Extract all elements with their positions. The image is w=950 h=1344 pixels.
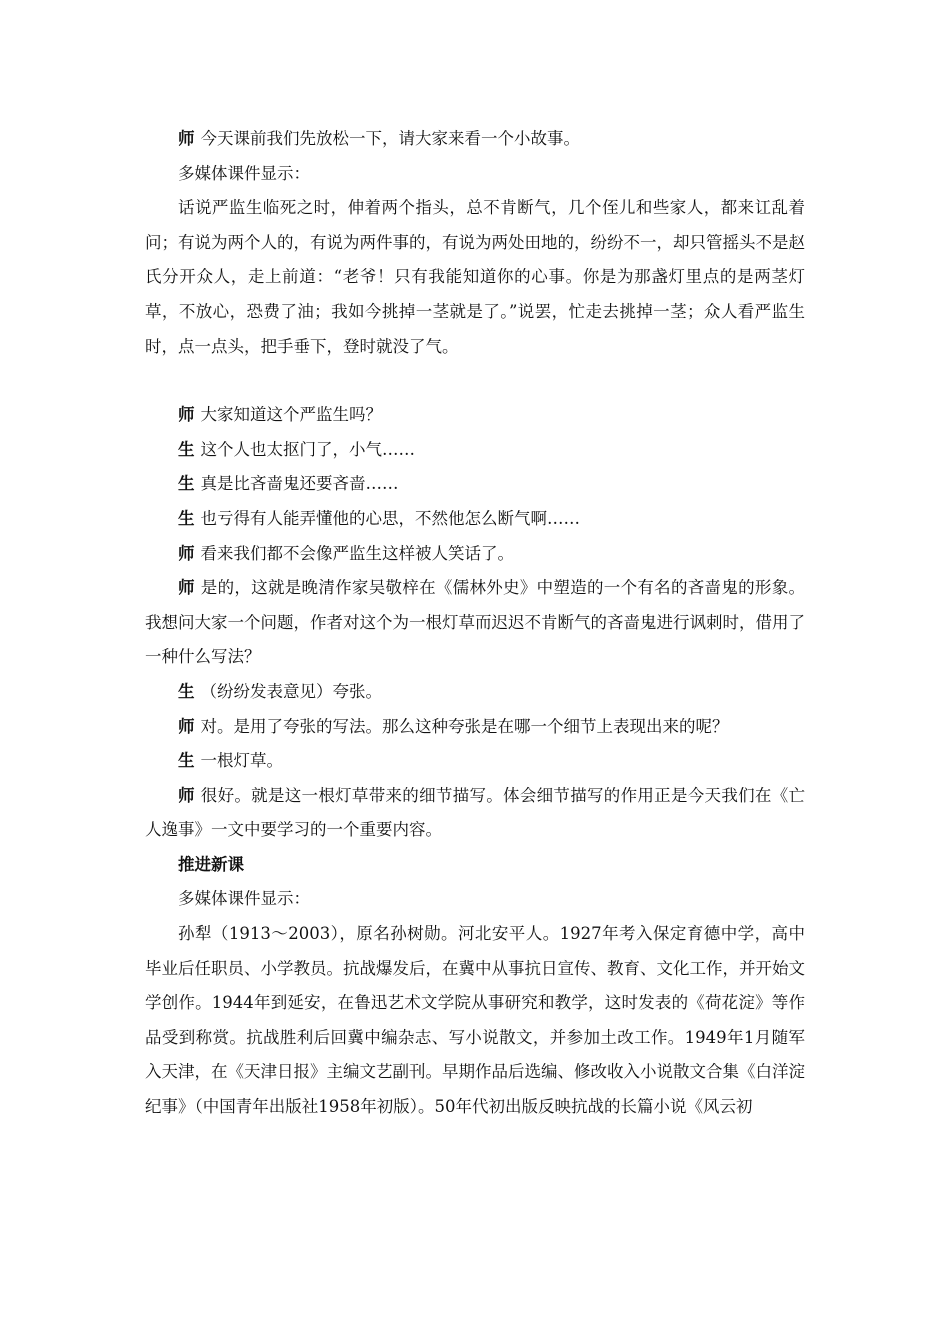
- speaker-label: 师: [178, 405, 195, 425]
- dialogue-line: [145, 502, 805, 537]
- dialogue-line: [145, 779, 805, 848]
- line-text: 大家知道这个严监生吗？: [200, 405, 382, 425]
- line-text: 也亏得有人能弄懂他的心思，不然他怎么断气啊……: [200, 508, 580, 528]
- line-text: 是的，这就是晚清作家吴敬梓在《儒林外史》中塑造的一个有名的吝啬鬼的形象。我想问大家一个问题，作者对这个为一根灯草而迟迟不肯断气的吝啬鬼进行讽刺时，借用了一种什么写法？: [145, 578, 806, 667]
- dialogue-line: [145, 122, 805, 157]
- dialogue-line: [145, 571, 805, 675]
- speaker-label: 师: [178, 716, 195, 736]
- speaker-label: 师: [178, 578, 195, 598]
- speaker-label: 生: [178, 751, 195, 771]
- media-note: 多媒体课件显示：: [178, 889, 310, 909]
- speaker-label: 师: [178, 543, 195, 563]
- dialogue-line: [145, 675, 805, 710]
- media-note: 多媒体课件显示：: [178, 163, 310, 183]
- speaker-label: 师: [178, 785, 195, 805]
- story-passage: 话说严监生临死之时，伸着两个指头，总不肯断气，几个侄儿和些家人，都来讧乱着问；有说为两个人的，有说为两件事的，有说为两处田地的，纷纷不一，却只管摇头不是赵氏分开众人，走上前道：“老爷！只有我能知道你的心事。你是为那盏灯里点的是两茎灯草，不放心，恐费了油；我如今挑掉一茎就是了。”说罢，忙走去挑掉一茎；众人看严监生时，点一点头，把手垂下，登时就没了气。: [145, 198, 805, 356]
- document-body: [145, 122, 805, 1125]
- dialogue-line: [145, 467, 805, 502]
- section-heading: 推进新课: [178, 854, 244, 874]
- line-text: 对。是用了夸张的写法。那么这种夸张是在哪一个细节上表现出来的呢？: [200, 716, 729, 736]
- line-text: 一根灯草。: [200, 751, 283, 771]
- speaker-label: 生: [178, 681, 195, 701]
- line-text: 真是比吝啬鬼还要吝啬……: [200, 474, 399, 494]
- dialogue-line: [145, 744, 805, 779]
- line-text: 看来我们都不会像严监生这样被人笑话了。: [200, 543, 514, 563]
- line-text: （纷纷发表意见）夸张。: [200, 681, 382, 701]
- speaker-label: 生: [178, 508, 195, 528]
- speaker-label: 生: [178, 439, 195, 459]
- dialogue-line: [145, 398, 805, 433]
- line-text: 今天课前我们先放松一下，请大家来看一个小故事。: [200, 129, 580, 148]
- speaker-label: 生: [178, 474, 195, 494]
- line-text: 这个人也太抠门了，小气……: [200, 439, 415, 459]
- speaker-label: 师: [178, 129, 195, 148]
- dialogue-line: [145, 433, 805, 468]
- dialogue-line: [145, 710, 805, 745]
- dialogue-line: [145, 537, 805, 572]
- author-bio-paragraph: 孙犁（1913～2003），原名孙树勋。河北安平人。1927年考入保定育德中学，高中毕业后任职员、小学教员。抗战爆发后，在冀中从事抗日宣传、教育、文化工作，并开始文学创作。1944年到延安，在鲁迅艺术文学院从事研究和教学，这时发表的《荷花淀》等作品受到称赏。抗战胜利后回冀中编杂志、写小说散文，并参加土改工作。1949年1月随军入天津，在《天津日报》主编文艺副刊。早期作品后选编、修改收入小说散文合集《白洋淀纪事》（中国青年出版社1958年初版）。50年代初出版反映抗战的长篇小说《风云初: [145, 924, 805, 1117]
- paragraph-gap: [145, 364, 805, 398]
- line-text: 很好。就是这一根灯草带来的细节描写。体会细节描写的作用正是今天我们在《亡人逸事》一文中要学习的一个重要内容。: [145, 785, 806, 840]
